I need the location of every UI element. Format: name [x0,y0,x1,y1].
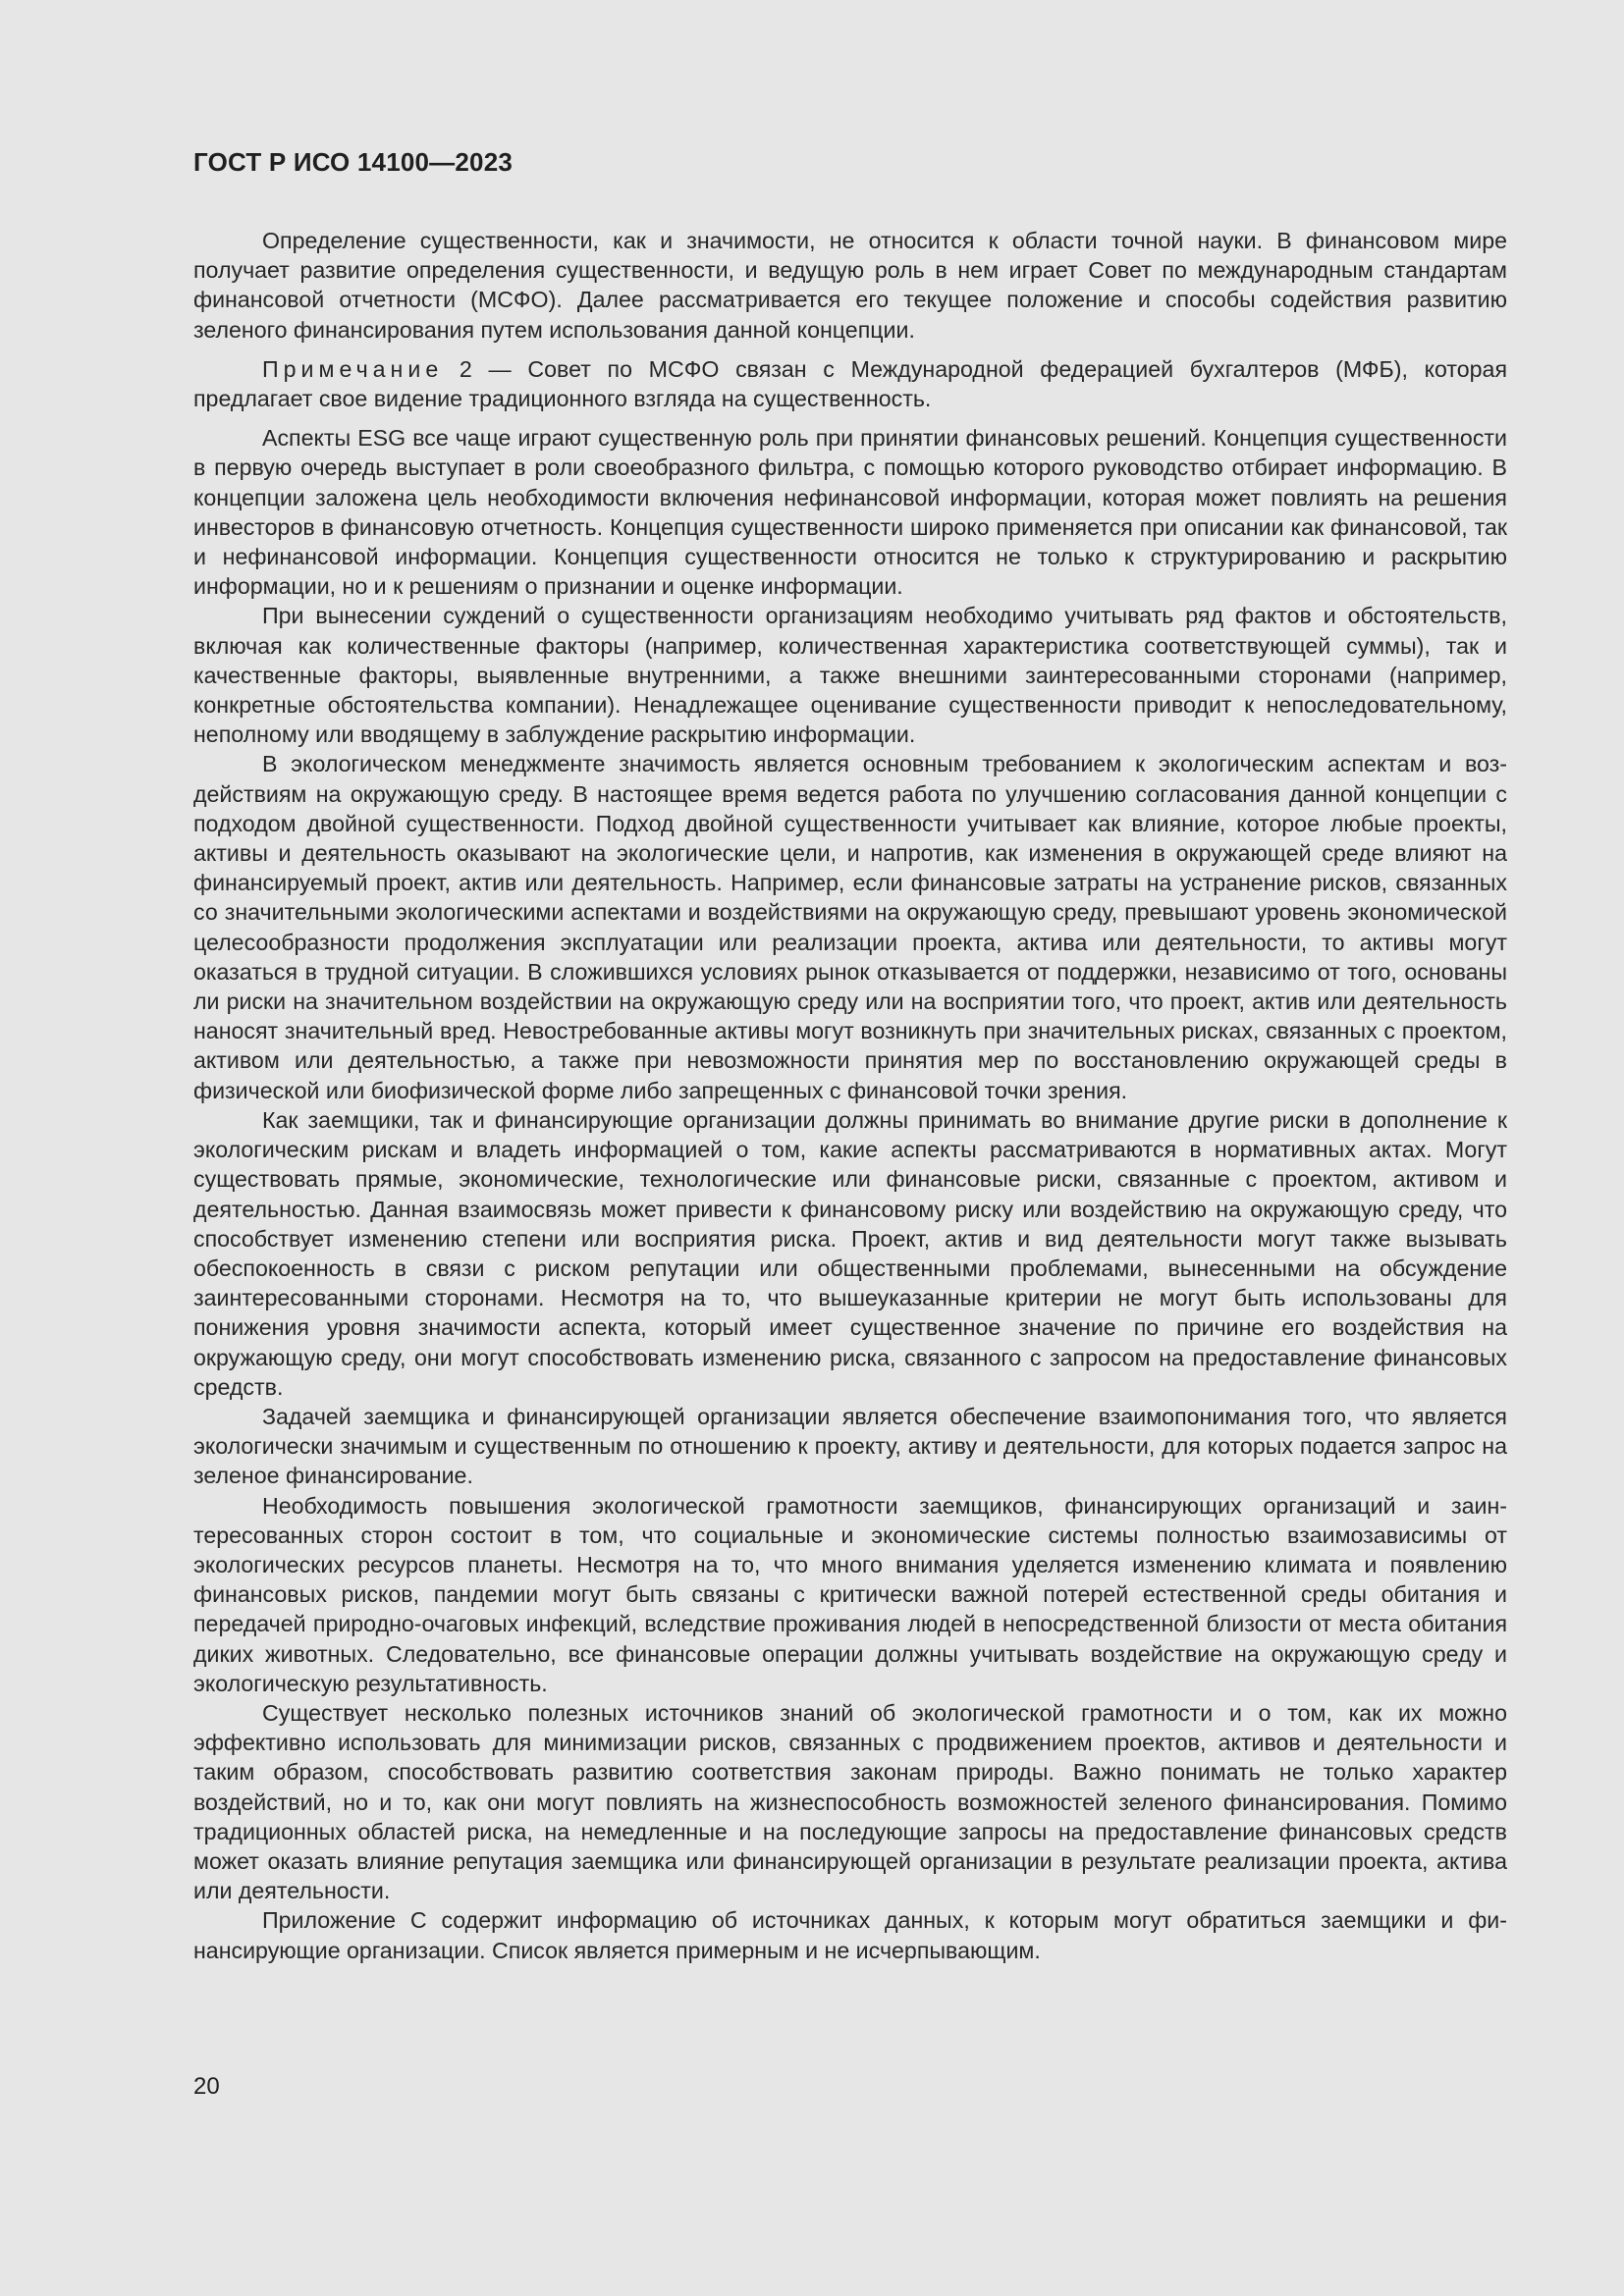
document-body [193,226,1507,1965]
note-text: 2 — Совет по МСФО связан с Международной федерацией бухгалтеров (МФБ), которая предлагает свое видение традиционного взгляда на существенность. [193,355,1507,412]
paragraph-judgements: При вынесении суждений о существенности организациям необходимо учитывать ряд фактов и обстоятельств, включая как количественные факторы (например, количественная характеристика соответствующей суммы), так и качественные факторы, выявленные внутренними, а также внешними заинтересованными сторонами (например, конкретные обстоятельства компании). Ненадлежащее оценивание существенности приводит к непоследовательному, неполному или вводящему в заблуждение раскрытию информации. [193,603,1507,748]
paragraph-materiality-definition: Определение существенности, как и значимости, не относится к области точной науки. В финансовом мире получает развитие определения существенности, и ведущую роль в нем играет Совет по международным стандартам финансовой отчетности (МСФО). Далее рассматривается его текущее положение и способы содействия развитию зеленого финансирования путем использования данной концепции. [193,228,1507,343]
note-2 [193,354,1507,413]
paragraph-annex-c: Приложение С содержит информацию об источниках данных, к которым могут обратиться заемщики и финансирующие организации. Список является примерным и не исчерпывающим. [193,1907,1507,1963]
paragraph-ecological-literacy: Необходимость повышения экологической грамотности заемщиков, финансирующих организаций и заинтересованных сторон состоит в том, что социальные и экономические системы полностью взаимозависимы от экологических ресурсов планеты. Несмотря на то, что много внимания уделяется изменению климата и появлению финансовых рисков, пандемии могут быть связаны с критически важной потерей естественной среды обитания и передачей природно-очаговых инфекций, вследствие проживания людей в непосредственной близости от места обитания диких животных. Следовательно, все финансовые операции должны учитывать воздействие на окружающую среду и экологическую результативность. [193,1492,1507,1696]
paragraph-esg-aspects: Аспекты ESG все чаще играют существенную роль при принятии финансовых решений. Концепция существенности в первую очередь выступает в роли своеобразного фильтра, с помощью которого руководство отбирает информацию. В концепции заложена цель необходимости включения нефинансовой информации, которая может повлиять на решения инвесторов в финансовую отчетность. Концепция существенности широко применяется при описании как финансовой, так и нефинансовой информации. Концепция существенности относится не только к структурированию и раскрытию информации, но и к решениям о признании и оценке информации. [193,425,1507,600]
note-label: Примечание [262,355,444,382]
paragraph-environmental-management: В экологическом менеджменте значимость является основным требованием к экологическим аспектам и воздействиям на окружающую среду. В настоящее время ведется работа по улучшению согласования данной концепции с подходом двойной существенности. Подход двойной существенности учитывает как влияние, которое любые проекты, активы и деятельность оказывают на экологические цели, и напротив, как изменения в окружающей среде влияют на финансируемый проект, актив или деятельность. Например, если финансовые затраты на устранение рисков, связанных со значительными экологическими аспектами и воздействиями на окружающую среду, превышают уровень экономической целесообразности продолжения эксплуатации или реализации проекта, актива или деятельности, то активы могут оказаться в трудной ситуации. В сложившихся условиях рынок отказывается от поддержки, независимо от того, основаны ли риски на значительном воздействии на окружающую среду или на восприятии того, что проект, актив или деятельность наносят значительный вред. Невостребованные активы могут возникнуть при значительных рисках, связанных с проектом, активом или деятельностью, а также при невозможности принятия мер по восстановлению окружающей среды в физической или биофизической форме либо запрещенных с финансовой точки зрения. [193,751,1507,1103]
page-number: 20 [193,2073,220,2100]
paragraph-borrower-task: Задачей заемщика и финансирующей организации является обеспечение взаимопонимания того, что является экологически значимым и существенным по отношению к проекту, активу и деятельности, для которых подается запрос на зеленое финансирование. [193,1403,1507,1489]
paragraph-other-risks: Как заемщики, так и финансирующие организации должны принимать во внимание другие риски в дополнение к экологическим рискам и владеть информацией о том, какие аспекты рассматриваются в нормативных актах. Могут существовать прямые, экономические, технологические или финансовые риски, связанные с проектом, активом и деятельностью. Данная взаимосвязь может привести к финансовому риску или воздействию на окружающую среду, что способствует изменению степени или восприятия риска. Проект, актив и вид деятельности могут также вызывать обеспокоенность в связи с риском репутации или общественными проблемами, вынесенными на обсуждение заинтересованными сторонами. Несмотря на то, что вышеуказанные критерии не могут быть использованы для понижения уровня значимости аспекта, который имеет существенное значение по причине его воздействия на окружающую среду, они могут способствовать изменению риска, связанного с запросом на предоставление финансовых средств. [193,1106,1507,1400]
document-header: ГОСТ Р ИСО 14100—2023 [193,147,514,177]
paragraph-knowledge-sources: Существует несколько полезных источников знаний об экологической грамотности и о том, как их можно эффективно использовать для минимизации рисков, связанных с продвижением проектов, активов и деятельности и таким образом, способствовать развитию соответствия законам природы. Важно понимать не только характер воздействий, но и то, как они могут повлиять на жизнеспособность возможностей зеленого финансирования. Помимо традиционных областей риска, на немедленные и на последующие запросы на предоставление финансовых средств может оказать влияние репутация заемщика или финансирующей организации в результате реализации проекта, актива или деятельности. [193,1699,1507,1904]
